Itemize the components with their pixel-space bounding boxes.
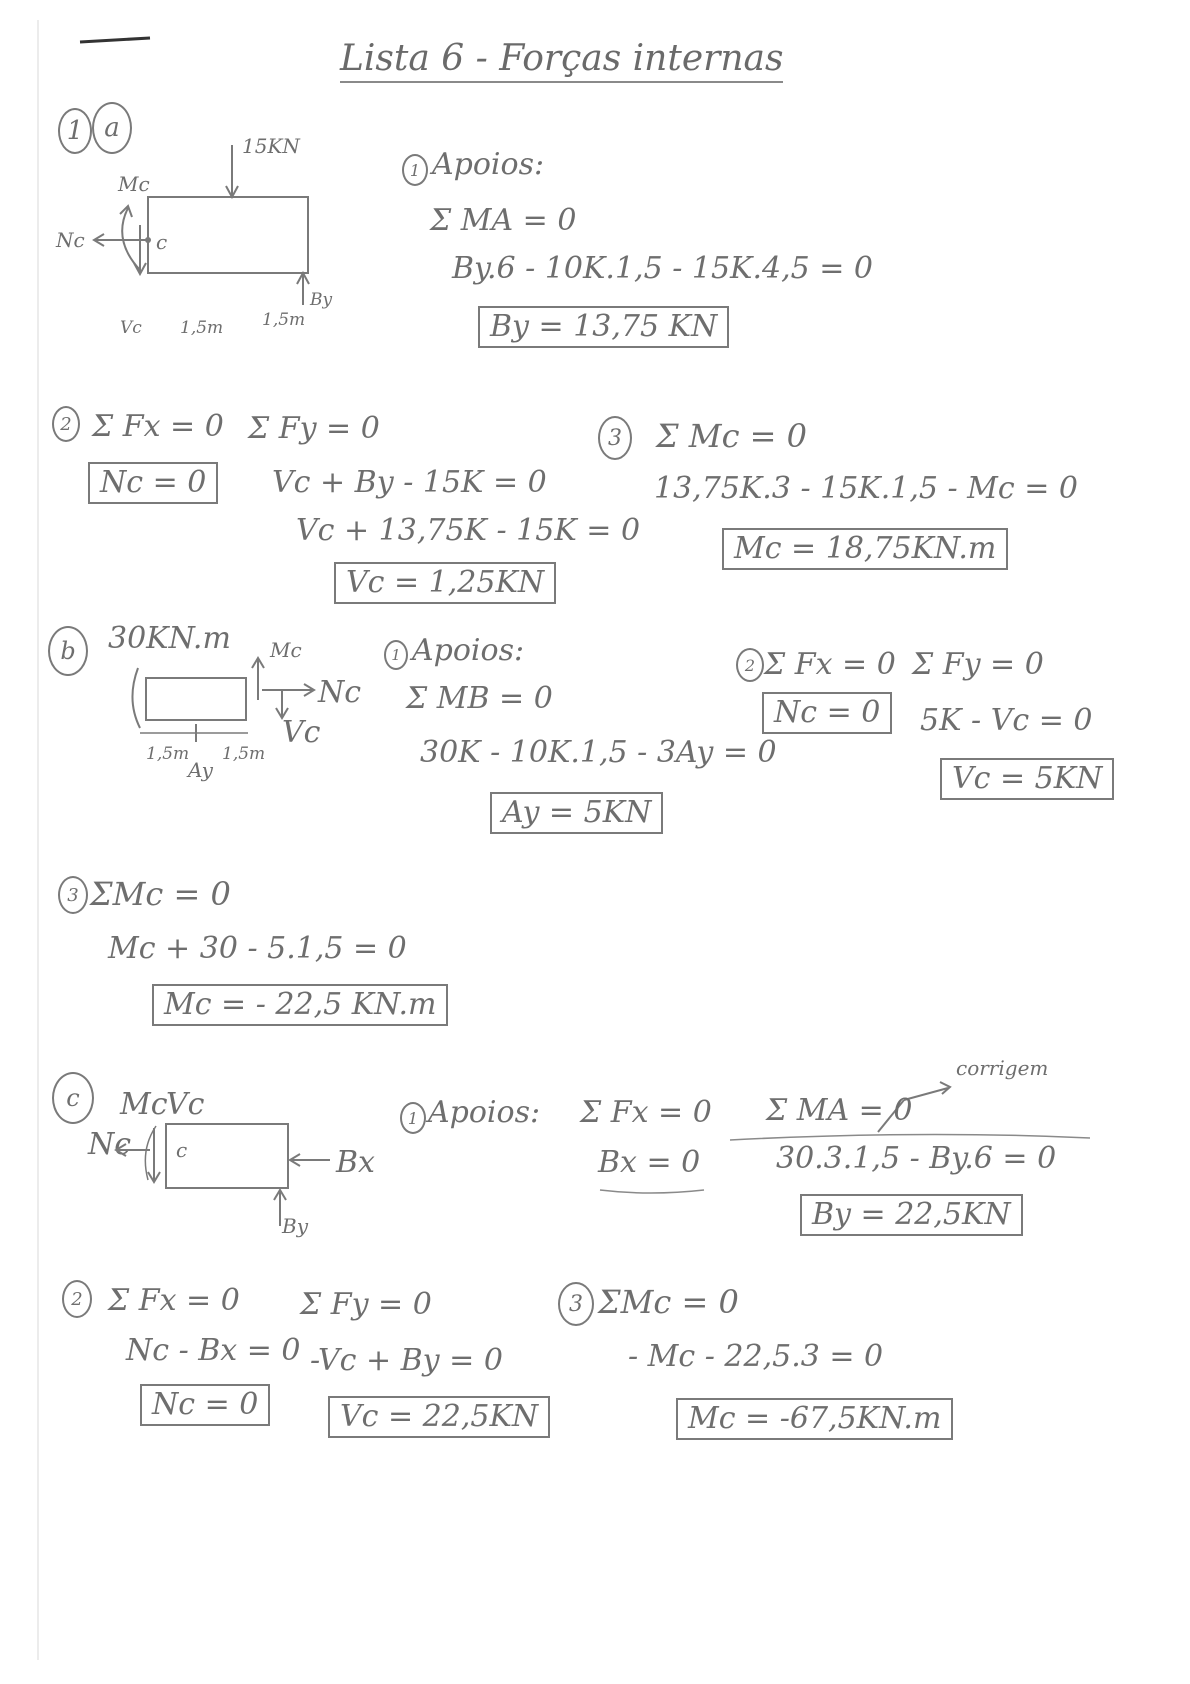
moment-eq-a: By.6 - 10K.1,5 - 15K.4,5 = 0: [452, 251, 874, 286]
result-mc-c: Mc = -67,5KN.m: [676, 1398, 953, 1440]
step-3-circle-b: 3: [58, 876, 88, 914]
mc-label-c: Mc: [120, 1087, 168, 1122]
mc-eq-c: - Mc - 22,5.3 = 0: [628, 1339, 884, 1374]
step-1-circle: 1: [402, 154, 428, 186]
mc-eq-a: 13,75K.3 - 15K.1,5 - Mc = 0: [654, 471, 1078, 506]
sum-fx-eq: Σ Fx = 0: [92, 409, 224, 444]
dist-2-label-b: 1,5m: [222, 744, 266, 764]
vc-label-c: Vc: [166, 1087, 205, 1122]
result-by-c: By = 22,5KN: [800, 1194, 1023, 1236]
mc-label-b: Mc: [270, 638, 302, 662]
result-vc-b: Vc = 5KN: [940, 758, 1114, 800]
result-nc-a: Nc = 0: [88, 462, 218, 504]
result-mc-b: Mc = - 22,5 KN.m: [152, 984, 448, 1026]
c-label: c: [156, 230, 168, 254]
sum-fx-eq-c2: Σ Fx = 0: [108, 1283, 240, 1318]
sum-fy-eq-c: Σ Fy = 0: [300, 1287, 432, 1322]
sum-ma-eq-c: Σ MA = 0: [766, 1093, 913, 1128]
ay-label: Ay: [188, 758, 213, 782]
apoios-heading: Apoios:: [432, 147, 545, 182]
step-2-circle-c: 2: [62, 1280, 92, 1318]
fy-eq-b: 5K - Vc = 0: [920, 703, 1093, 738]
step-3-circle: 3: [598, 416, 632, 460]
problem-number-circle: 1: [58, 108, 92, 154]
sum-mc-eq-b: ΣMc = 0: [90, 875, 231, 913]
sum-mb-eq: Σ MB = 0: [406, 681, 553, 716]
fy-eq-1: Vc + By - 15K = 0: [272, 465, 547, 500]
mc-label: Mc: [118, 172, 150, 196]
sum-fy-eq: Σ Fy = 0: [248, 411, 380, 446]
step-2-circle: 2: [52, 406, 80, 442]
step-3-circle-c: 3: [558, 1282, 594, 1326]
sum-mc-eq-c: ΣMc = 0: [598, 1283, 739, 1321]
sum-ma-eq: Σ MA = 0: [430, 203, 577, 238]
part-a-circle: a: [92, 102, 132, 154]
part-c-circle: c: [52, 1072, 94, 1124]
result-vc-a: Vc = 1,25KN: [334, 562, 556, 604]
nc-label-c: Nc: [88, 1127, 132, 1162]
step-1-circle-b: 1: [384, 640, 408, 670]
sum-fy-eq-b: Σ Fy = 0: [912, 647, 1044, 682]
vc-label-b: Vc: [282, 715, 321, 750]
part-b-circle: b: [48, 626, 88, 676]
result-bx-c: Bx = 0: [598, 1145, 701, 1180]
step-1-circle-c: 1: [400, 1102, 426, 1134]
result-nc-c: Nc = 0: [140, 1384, 270, 1426]
apoios-heading-b: Apoios:: [412, 633, 525, 668]
result-ay-b: Ay = 5KN: [490, 792, 663, 834]
fx-eq-c: Nc - Bx = 0: [126, 1333, 301, 1368]
dist-2-label: 1,5m: [262, 310, 306, 330]
mc-eq-b: Mc + 30 - 5.1,5 = 0: [108, 931, 407, 966]
result-by-a: By = 13,75 KN: [478, 306, 729, 348]
dist-1-label-b: 1,5m: [146, 744, 190, 764]
vc-label: Vc: [120, 318, 142, 338]
result-nc-b: Nc = 0: [762, 692, 892, 734]
by-label: By: [310, 290, 333, 310]
apoios-heading-c: Apoios:: [428, 1095, 541, 1130]
sum-fx-eq-b: Σ Fx = 0: [764, 647, 896, 682]
moment-eq-c: 30.3.1,5 - By.6 = 0: [776, 1141, 1057, 1176]
sum-mc-eq: Σ Mc = 0: [656, 417, 807, 455]
dist-1-label: 1,5m: [180, 318, 224, 338]
bx-label-c: Bx: [336, 1145, 375, 1180]
result-vc-c: Vc = 22,5KN: [328, 1396, 550, 1438]
corrigem-note: corrigem: [956, 1056, 1049, 1080]
sum-fx-eq-c: Σ Fx = 0: [580, 1095, 712, 1130]
fy-eq-c: -Vc + By = 0: [310, 1343, 503, 1378]
load-label-15kn: 15KN: [242, 134, 300, 158]
moment-eq-b: 30K - 10K.1,5 - 3Ay = 0: [420, 735, 777, 770]
nc-label-b: Nc: [318, 675, 362, 710]
result-mc-a: Mc = 18,75KN.m: [722, 528, 1008, 570]
moment-30knm-label: 30KN.m: [108, 621, 231, 656]
page-title: Lista 6 - Forças internas: [340, 38, 783, 83]
c-label-c: c: [176, 1138, 188, 1162]
step-2-circle-b: 2: [736, 648, 764, 682]
nc-label: Nc: [56, 228, 85, 252]
by-label-c: By: [282, 1214, 308, 1238]
fy-eq-2: Vc + 13,75K - 15K = 0: [296, 513, 641, 548]
